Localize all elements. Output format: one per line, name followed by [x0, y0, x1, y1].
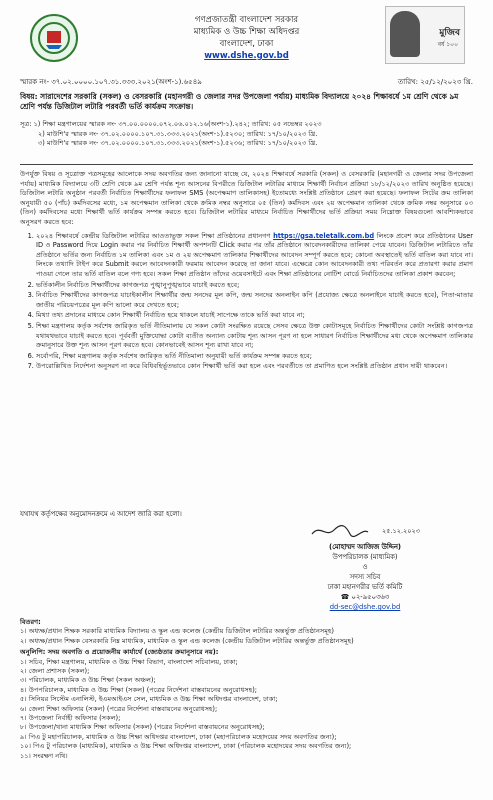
- signatory-name: (মোহাম্মদ আজিজ উদ্দিন): [329, 543, 401, 551]
- stamp-text: মুজিব: [439, 28, 460, 38]
- committee-name: ঢাকা মহানগরীর ভর্তি কমিটি: [327, 583, 403, 591]
- closing-line: যথাযথ কর্তৃপক্ষের অনুমোদনক্রমে এ আদেশ জারি করা হলো।: [20, 510, 182, 518]
- distribution-item: ১। অধ্যক্ষ/প্রধান শিক্ষক সরকারি মাধ্যমিক বিদ্যালয় ও স্কুল এন্ড কলেজ (কেন্দ্রীয় ডিজিটাল লটারির অন্তর্ভুক্ত প্রতিষ্ঠানসমূহ): [20, 627, 334, 636]
- stamp-subtext: বর্ষ ১০০: [437, 41, 458, 48]
- copy-item: ৮। উপজেলা/থানা মাধ্যমিক শিক্ষা অফিসার (সকল) (পত্রের নির্দেশনা বাস্তবায়নের অনুরোধসহ);: [20, 723, 265, 732]
- signature-scribble: [310, 522, 370, 540]
- subject: বিষয়: সারাদেশের সরকারি (সকল) ও বেসরকারি (মহানগরী ও জেলার সদর উপজেলা পর্যায়) মাধ্যমিক বিদ্যালয়ে ২০২৪ শিক্ষাবর্ষে ১ম শ্রেণি থেকে ৯ম শ্রেণি পর্যন্ত ডিজিটাল লটারি পরবর্তী ভর্তি কার্যক্রম সংক্রান্ত।: [20, 92, 459, 111]
- copy-item: ৬। জেলা শিক্ষা অফিসার (সকল) (পত্রের নির্দেশনা বাস্তবায়নের অনুরোধসহ);: [20, 704, 218, 713]
- copy-item: ৫। সিনিয়র সিস্টেম এনালিস্ট, ইএমআইএস সেল, মাধ্যমিক ও উচ্চ শিক্ষা অধিদপ্তর বাংলাদেশ, ঢাকা;: [20, 695, 278, 704]
- list-item: 4. মিথ্যা তথ্য প্রদানের মাধ্যমে কোন শিক্ষার্থী নির্বাচিত হয়ে থাকলে যাচাই সাপেক্ষে তাকে ভর্তি করা যাবে না;: [36, 311, 473, 321]
- mujib-borsho-logo: [385, 6, 465, 64]
- website-link[interactable]: www.dshe.gov.bd: [204, 51, 289, 61]
- sources: [20, 120, 473, 149]
- distribution-section: [20, 618, 473, 761]
- intro-paragraph: উপর্যুক্ত বিষয় ও সূত্রোক্ত পত্রসমূহের আলোকে সদয় অবগতির জন্য জানানো যাচ্ছে যে, ২০২৪ শিক্ষাবর্ষে সরকারি (সকল) ও বেসরকারি (মহানগরী ও জেলার সদর উপজেলা পর্যায়) মাধ্যমিক বিদ্যালয়ে ৩টি শ্রেণি থেকে ৯ম শ্রেণি পর্যন্ত শূন্য আসনের বিপরীতে ডিজিটাল লটারির মাধ্যমে শিক্ষার্থী নির্বাচন প্রক্রিয়া ১৮/১২/২০২৩ তারিখ অনুষ্ঠিত হয়েছে। ডিজিটাল লটারি অনুষ্ঠান পরবর্তী নির্বাচিত শিক্ষার্থীদের ফলাফল SMS (অপেক্ষমাণ তালিকাসহ) ইতোমধ্যে সংশ্লিষ্ট প্রতিষ্ঠানে প্রেরণ করা হয়েছে। ফলাফল সিটের ক্রম তালিকা অনুযায়ী ৫০ (পাঁচ) কর্মদিবসের মধ্যে, ১ম অপেক্ষমান তালিকা থেকে ক্রমিক নম্বর অনুসারে ০৫ (তিন) কর্মদিবস এবং ২য় অপেক্ষমান তালিকা থেকে ক্রমিক নম্বর অনুসারে ০৩ (তিন) কর্মদিবসের মধ্যে শিক্ষার্থী ভর্তি কার্যক্রম সম্পন্ন করতে হবে। ডিজিটাল লটারির মাধ্যমে নির্বাচিত শিক্ষার্থীদের ভর্তি প্রক্রিয়া সময় নিম্নোক্ত বিষয়গুলো আবশ্যিকভাবে অনুসরণ করতে হবে:: [20, 170, 473, 226]
- memo-date: তারিখ: ২৫/১২/২০২৩ খ্রি.: [397, 78, 473, 86]
- distribution-label: বিতরণ:: [20, 618, 41, 626]
- signatory-title: উপপরিচালক (মাধ্যমিক): [332, 553, 398, 561]
- copy-item: ৩। পরিচালক, মাধ্যমিক ও উচ্চ শিক্ষা (সকল অঞ্চল);: [20, 676, 156, 685]
- signature: [270, 522, 460, 542]
- gov-line3: বাংলাদেশ, ঢাকা: [219, 39, 274, 49]
- signature-date: ২৫.১২.২০২৩: [382, 527, 420, 535]
- list-item: 7. উপরোল্লিখিত নির্দেশনা অনুসরণ না করে বিধিবহির্ভূতভাবে কোন শিক্ষার্থী ভর্তি করা হলে এবং পরবর্তীতে তা প্রমাণিত হলে সংশ্লিষ্ট প্রতিষ্ঠান প্রধান দায়ী থাকবেন।: [36, 362, 473, 372]
- list-item: 5. শিক্ষা মন্ত্রণালয় কর্তৃক সর্বশেষ জারিকৃত ভর্তি নীতিমালায় যে সকল কোটা সংরক্ষিত রয়েছে সেসব ক্ষেত্রে উক্ত কোটাসমূহে নির্বাচিত শিক্ষার্থীদের কোটা সংশ্লিষ্ট কাগজপত্র যথাযথভাবে যাচাই করতে হবে। পূর্ববর্তী মুক্তিযোদ্ধা কোটা ব্যতীত অন্যান্য কোটায় শূন্য আসন পূরণ না হলে সাধারণ নির্বাচিত শিক্ষার্থীদের মধ্য থেকে অপেক্ষমাণ তালিকার ক্রমানুসারে উক্ত শূন্য আসন পূরণ করতে হবে। কোনভাবেই আসন শূন্য রাখা যাবে না;: [36, 322, 473, 351]
- copy-item: ১। সচিব, শিক্ষা মন্ত্রণালয়, মাধ্যমিক ও উচ্চ শিক্ষা বিভাগ, বাংলাদেশ সচিবালয়, ঢাকা;: [20, 657, 238, 666]
- signatory-role: সদস্য সচিব: [349, 573, 381, 581]
- source-3: ৩) মাউশি'র স্মারক নং- ৩৭.০২.০০০০.১০৭.৩১.৩৩৩.২০২১(অংশ-১).৫২৩৬; তারিখ: ১৭/১০/২০২৩ খ্রি.: [38, 139, 318, 147]
- letter-body: [20, 170, 473, 373]
- reference-line: [20, 76, 473, 88]
- gov-line2: মাধ্যমিক ও উচ্চ শিক্ষা অধিদপ্তর: [193, 27, 300, 37]
- memo-number: স্মারক নং- ৩৭.০২.০০০০.১০৭.৩১.৩৩৩.২০২১(অংশ-১).৬৫৪৯: [20, 78, 202, 86]
- copy-label: অনুলিপি: সদয় অবগতি ও প্রয়োজনীয় কার্যার্থে (জ্যেষ্ঠতার ক্রমানুসারে নয়):: [20, 648, 219, 657]
- signatory-and: ও: [362, 563, 368, 571]
- copy-item: ৯। পিএ টু মহাপরিচালক, মাধ্যমিক ও উচ্চ শিক্ষা অধিদপ্তর বাংলাদেশ, ঢাকা (মহাপরিচালক মহোদয়ের সদয় অবগতির জন্য);: [20, 732, 337, 741]
- portrait-image: [390, 11, 420, 57]
- email-link[interactable]: dd-sec@dshe.gov.bd: [329, 603, 401, 611]
- divider: [20, 164, 473, 165]
- gov-line1: গণপ্রজাতন্ত্রী বাংলাদেশ সরকার: [194, 15, 299, 25]
- copy-item: ৭। উপজেলা নির্বাহী অফিসার (সকল);: [20, 714, 121, 723]
- signature-block: [270, 522, 460, 612]
- list-item: 1. ২০২৪ শিক্ষাবর্ষে কেন্দ্রীয় ডিজিটাল লটারির আওতাভুক্ত সকল শিক্ষা প্রতিষ্ঠানের প্রধানগণ https://gsa.teletalk.com.bd লিংকে প্রবেশ করে প্রতিষ্ঠানের User ID ও Password দিয়ে Login করার পর নির্বাচিত শিক্ষার্থী অপশনটি Click করার পর তাঁর প্রতিষ্ঠানে আবেদনকারীদের তালিকা পেয়ে যাবেন। ডিজিটাল লটারিতে তাঁর প্রতিষ্ঠানে ভর্তির জন্য নির্বাচিত ১ম তালিকা এবং ১ম ও ২য় অপেক্ষমাণ তালিকার শিক্ষার্থীদের আবেদন সম্পূর্ণ করতে হবে; কোনো অবস্থাতেই ভর্তি বাতিল করা যাবে না। লিংকে তথ্যাদি টাইপ করে Submit করলে আবেদনকারী ফরমায় আবেদন করেছে তা জানা যাবে। এক্ষেত্রে কোন আবেদনকারী তথ্য পরিবর্তন করে প্রতারণা করার প্রমাণ পাওয়া গেলে তার ভর্তি বাতিল বলে গণ্য হবে। সকল শিক্ষা প্রতিষ্ঠান তাঁদের ওয়েবসাইটে এবং শিক্ষা প্রতিষ্ঠানের নোটিশ বোর্ডে নির্বাচিতদের তালিকা প্রকাশ করবেন;: [36, 232, 473, 280]
- instruction-list: [20, 232, 473, 372]
- copy-item: ৪। উপপরিচালক, মাধ্যমিক ও উচ্চ শিক্ষা (সকল) (পত্রের নির্দেশনা বাস্তবায়নের অনুরোধসহ);: [20, 685, 257, 694]
- list-item: 2. ভর্তিকালীন নির্বাচিত শিক্ষার্থীদের কাগজপত্র পুঙ্খানুপুঙ্খভাবে যাচাই করতে হবে;: [36, 281, 473, 291]
- list-item: 3. নির্বাচিত শিক্ষার্থীদের কাগজপত্র যাচাইকালীন শিক্ষার্থীর জন্ম সনদের মূল কপি, জন্ম সনদের অনলাইন কপি (প্রযোজ্য ক্ষেত্রে অনলাইনে যাচাই করতে হবে), পিতা-মাতার জাতীয় পরিচয়পত্রের মূল কপি ভালো করে দেখতে হবে;: [36, 291, 473, 310]
- letterhead: [0, 0, 493, 70]
- copy-item: ২। জেলা প্রশাসক (সকল);: [20, 667, 90, 676]
- gsa-link[interactable]: https://gsa.teletalk.com.bd: [273, 231, 375, 240]
- distribution-item: ২। অধ্যক্ষ/প্রধান শিক্ষক বেসরকারি নিম্ন মাধ্যমিক, মাধ্যমিক ও স্কুল এন্ড কলেজ (কেন্দ্রীয় ডিজিটাল লটারির অন্তর্ভুক্ত প্রতিষ্ঠানসমূহ): [20, 636, 354, 645]
- source-1: সূত্র: ১) শিক্ষা মন্ত্রণালয়ের স্মারক নং- ৩৭.০০.০০০০.০৭২.০৬.০১২.১৬(অংশ-১).২৪২; তারিখ: ০৫ নভেম্বর ২০২৩: [20, 120, 322, 128]
- copy-item: ১১। সংরক্ষণ নথি।: [20, 751, 68, 760]
- phone-number: ☎ ০২-৯৫০৩৬৩: [340, 593, 390, 601]
- copy-item: ১০। পিএ টু পরিচালক (মাধ্যমিক), মাধ্যমিক ও উচ্চ শিক্ষা অধিদপ্তর বাংলাদেশ, ঢাকা (পরিচালক মহোদয়ের সদয় অবগতির জন্য);: [20, 742, 352, 751]
- source-2: ২) মাউশি'র স্মারক নং- ৩৭.০২.০০০০.১০৭.৩১.৩৩৩.২০২১(অংশ-১).৫২৩০; তারিখ: ১৭/১০/২০২৩ খ্রি.: [38, 129, 318, 138]
- list-item: 6. সর্বোপরি, শিক্ষা মন্ত্রণালয় কর্তৃক সর্বশেষ জারিকৃত ভর্তি নীতিমালা অনুযায়ী ভর্তি কার্যক্রম সম্পন্ন করতে হবে;: [36, 352, 473, 362]
